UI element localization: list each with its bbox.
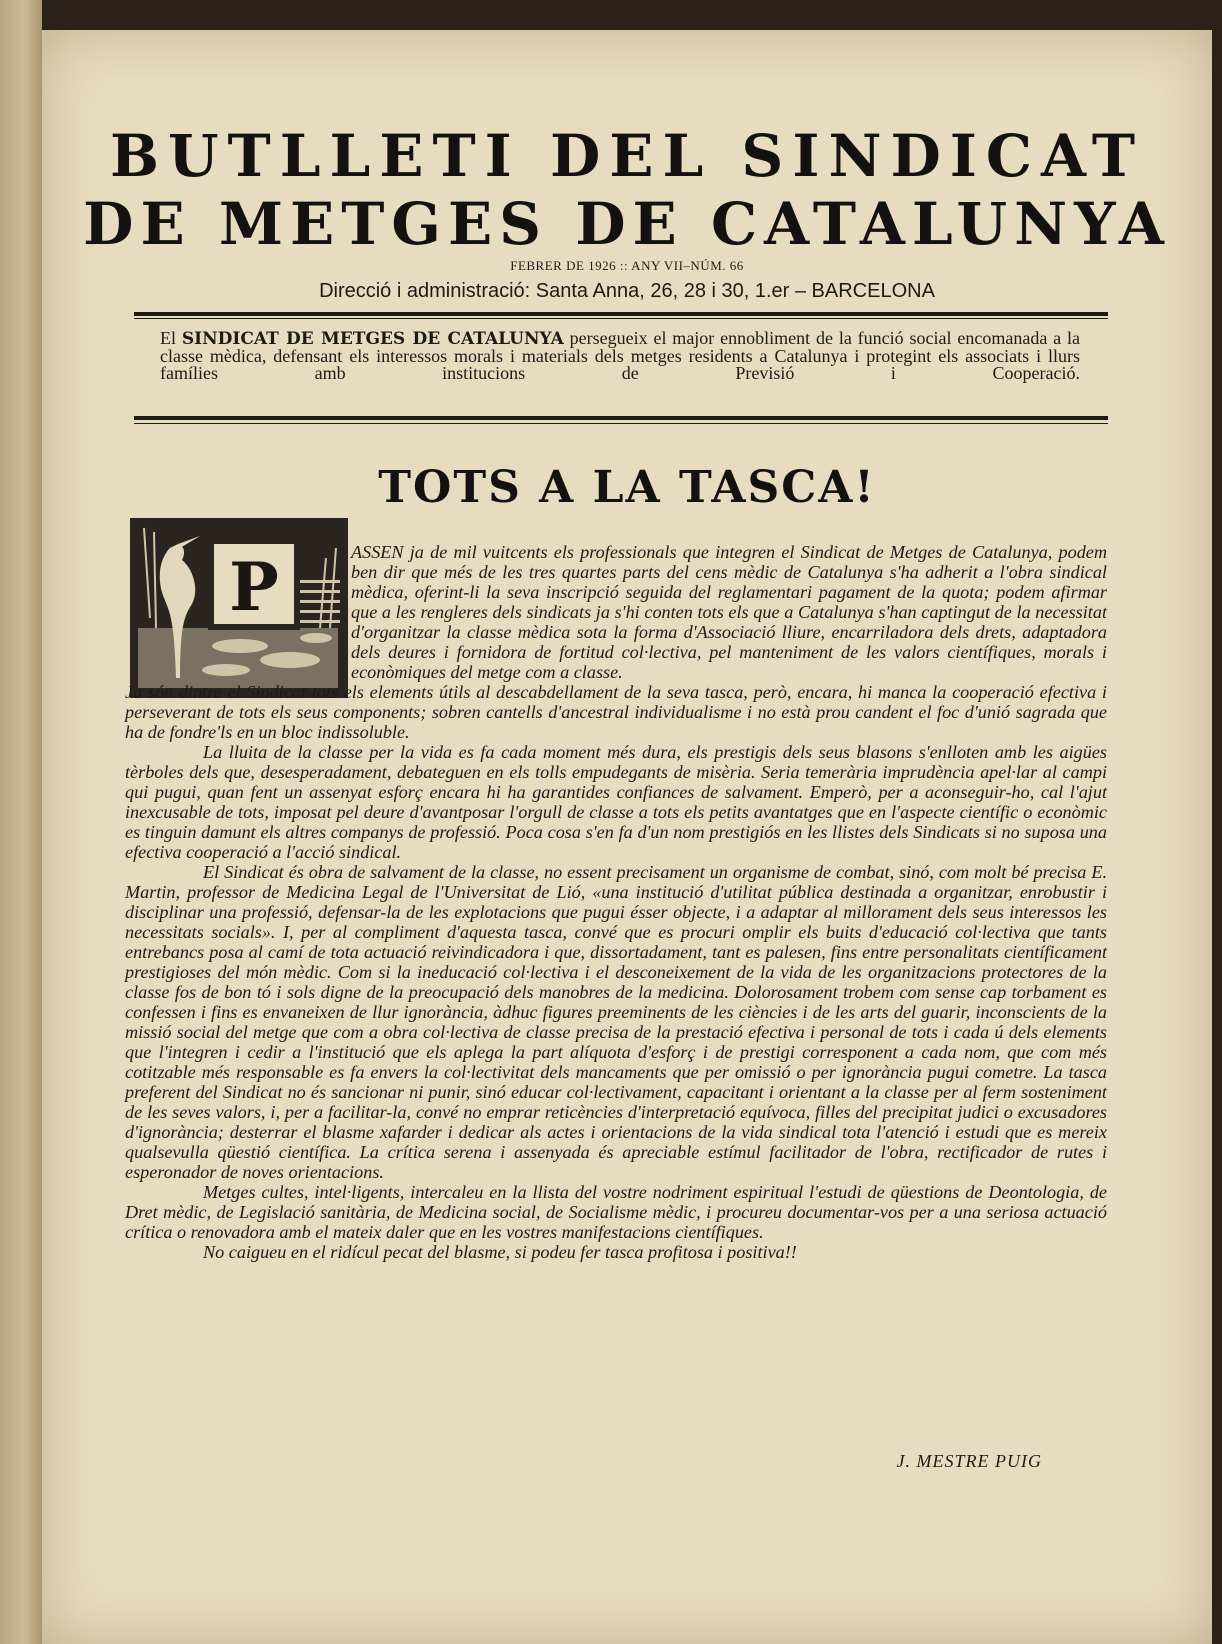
adjacent-page-edge bbox=[0, 0, 42, 1644]
mission-statement bbox=[160, 330, 1080, 382]
paragraph-1-lead: ASSEN ja de mil vuitcents els professionals que integren el Sindicat de Metges de Catalunya, podem ben dir que més de les tres quartes parts del cens mèdic de Catalunya s'ha adherit a l'obra sindical mèdica, oferint-li la seva inscripció seguida del reglamentari pagament de la quota; podem afirmar que a les rengleres dels sindicats ja s'hi conten tots els que a Catalunya s'han captingut de la necessitat d'organitzar la classe mèdica sota la forma d'Associació lliure, encarriladora dels drets, adaptadora dels deures i fornidora de fortitud col·lectiva, pel manteniment de les valors científiques, morals i econòmiques del metge com a classe. bbox=[351, 542, 1107, 682]
mission-prefix: El bbox=[160, 328, 176, 348]
paragraph-3: El Sindicat és obra de salvament de la classe, no essent precisament un organisme de combat, sinó, com molt bé precisa E. Martin, professor de Medicina Legal de l'Universitat de Lió, «una institució d'utilitat pública destinada a organitzar, enrobustir i disciplinar una professió, defensar-la de les explotacions que pugui ésser objecte, i a adaptar al millorament dels seus interessos les necessitats socials». I, per al compliment d'aquesta tasca, convé que es procuri omplir els buits d'educació col·lectiva que tants entrebancs posa al camí de tota actuació reivindicadora i que, dissortadament, tant es palesen, fins entre personalitats científicament prestigioses del món mèdic. Com si la ineducació col·lectiva i el desconeixement de la vida de les organitzacions protectores de la classe fos de bon tó i sols digne de la preocupació dels manobres de la medicina. Dolorosament trobem com sense cap torbament es confessen i fins es envaneixen de llur ignorància, àdhuc figures preeminents de les ciències i de les arts del guarir, inconscients de la missió social del metge que com a obra col·lectiva de classe precisa de la prestació efectiva i personal de tots i cada ú dels elements que l'integren i cedir a l'institució que els aplega la part alíquota d'esforç i de prestigi corresponent a cada nom, que com més cotitzable més responsable es fa envers la col·lectivitat dels mancaments que per omissió o per ignorància pugui cometre. La tasca preferent del Sindicat no és sancionar ni punir, sinó educar col·lectivament, capacitant i orientant a la classe per al ferm sosteniment de les seves valors, i, per a facilitar-la, convé no emprar reticències d'interpretació equívoca, filles del precipitat judici o excusadores d'ignorància; desterrar el blasme xafarder i dedicar als actes i orientacions de la vida sindical tota l'atenció i estudi que es mereix qualsevulla qüestió científica. La crítica serena i assenyada és apreciable estímul facilitador de l'obra, rectificador de rutes i esperonador de noves orientacions. bbox=[125, 862, 1107, 1182]
drop-cap-letter: P bbox=[229, 548, 279, 626]
top-rule-thin bbox=[134, 318, 1108, 319]
bottom-rule-thick bbox=[134, 416, 1108, 420]
address-line: Direcció i administració: Santa Anna, 26, 28 i 30, 1.er – BARCELONA bbox=[319, 280, 935, 302]
paragraph-2: La lluita de la classe per la vida es fa cada moment més dura, els prestigis dels seus blasons s'enlloten amb les aigües tèrboles dels que, desesperadament, debateguen en els tolls empudegants de misèria. Seria temerària imprudència apel·lar al campi qui pugui, quan fent un assenyat esforç encara hi ha garantides confiances de salvament. Emperò, per a aconseguir-ho, cal l'ajut inexcusable de tots, imposat pel deure d'avantposar l'orgull de classe a tots els petits avantatges que en l'aspecte científic o econòmic es tinguin damunt els altres companys de professió. Poca cosa s'en fa d'un nom prestigiós en les llistes dels Sindicats si no suposa una efectiva cooperació a l'acció sindical. bbox=[125, 742, 1107, 862]
paragraph-5: No caigueu en el ridícul pecat del blasme, si podeu fer tasca profitosa i positiva!! bbox=[203, 1242, 797, 1262]
masthead-line-1: BUTLLETI DEL SINDICAT bbox=[109, 122, 1145, 190]
mission-org-name: SINDICAT DE METGES DE CATALUNYA bbox=[181, 329, 564, 349]
article-title: TOTS A LA TASCA! bbox=[378, 462, 876, 513]
masthead-line-2: DE METGES DE CATALUNYA bbox=[83, 190, 1171, 258]
top-rule-thick bbox=[134, 312, 1108, 316]
mission-text: persegueix el major ennobliment de la funció social encomanada a la classe mèdica, defensant els interessos morals i materials dels metges residents a Catalunya i protegint els associats i llurs famílies amb institucions de Previsió i Cooperació. bbox=[160, 328, 1081, 383]
article-body bbox=[125, 542, 1107, 1262]
author-signature: J. MESTRE PUIG bbox=[896, 1451, 1042, 1471]
bottom-rule-thin bbox=[134, 423, 1108, 424]
issue-info: FEBRER DE 1926 :: ANY VII–NÚM. 66 bbox=[510, 258, 744, 273]
paragraph-4: Metges cultes, intel·ligents, intercaleu en la llista del vostre nodriment espiritual l'estudi de qüestions de Deontologia, de Dret mèdic, de Legislació sanitària, de Medicina social, de Socialisme mèdic, i procureu documentar-vos per a una seriosa actuació crítica o renovadora amb el mateix daler que en les vostres manifestacions científiques. bbox=[125, 1182, 1107, 1242]
bulletin-page bbox=[42, 30, 1212, 1644]
paragraph-1-rest: Ja són dintre el Sindicat tots els elements útils al descabdellament de la seva tasca, però, encara, hi manca la cooperació efectiva i perseverant de tots els seus components; sobren cantells d'ancestral individualisme i no està prou candent el foc d'unió sagrada que ha de fondre'ls en un bloc indissoluble. bbox=[125, 682, 1107, 742]
